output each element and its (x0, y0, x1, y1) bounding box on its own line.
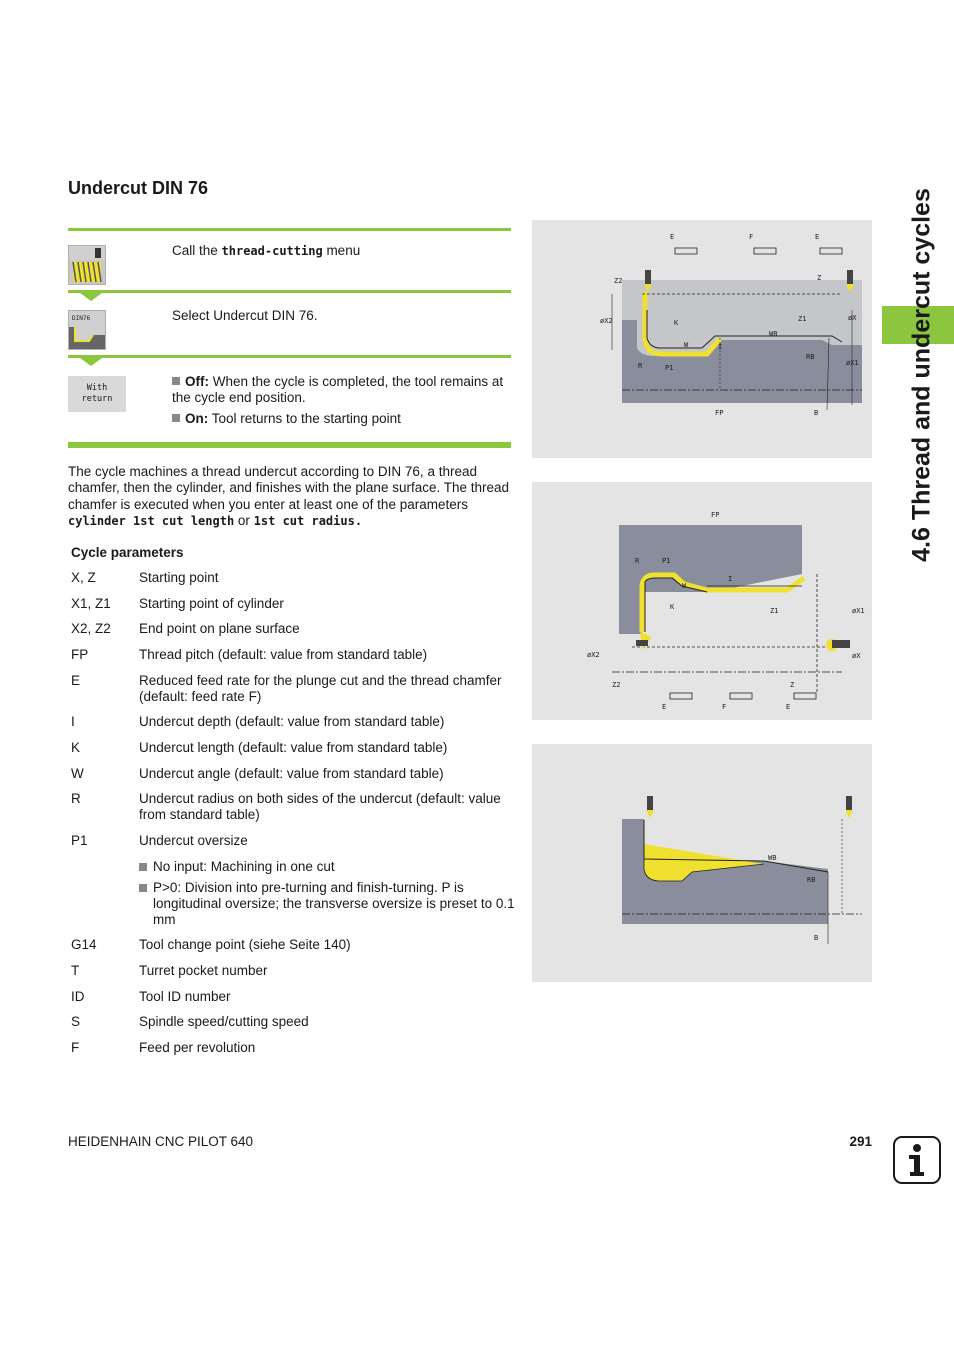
svg-text:WB: WB (768, 854, 777, 862)
softkey-label: DIN76 (72, 315, 91, 322)
svg-text:RB: RB (806, 353, 815, 361)
p1-bullet: P>0: Division into pre-turning and finish-turning. P is longitudinal oversize; the transverse oversize is preset to 0.1 mm (139, 880, 523, 928)
softkey-line-2: return (81, 394, 113, 404)
thread-cutting-menu-icon[interactable] (68, 245, 106, 285)
svg-text:Z: Z (790, 681, 795, 689)
svg-text:F: F (749, 233, 754, 241)
step-1-text: Call the thread-cutting menu (172, 243, 361, 258)
svg-text:W: W (682, 582, 687, 590)
bullet-icon (172, 414, 180, 422)
svg-text:E: E (786, 703, 791, 711)
svg-text:R: R (635, 557, 640, 565)
section-title: Undercut DIN 76 (68, 178, 209, 198)
with-return-softkey[interactable] (68, 376, 126, 412)
svg-text:WB: WB (769, 330, 778, 338)
svg-text:Z2: Z2 (614, 277, 623, 285)
step-arrow-icon (80, 293, 102, 301)
svg-text:B: B (814, 409, 819, 417)
svg-text:K: K (670, 603, 675, 611)
page-number: 291 (849, 1134, 872, 1149)
svg-text:RB: RB (807, 876, 816, 884)
svg-text:P1: P1 (665, 364, 674, 372)
softkey-line-1: With (86, 383, 108, 393)
p1-bullet: No input: Machining in one cut (139, 859, 523, 875)
svg-text:W: W (684, 341, 689, 349)
svg-text:øX2: øX2 (600, 317, 613, 325)
bullet-icon (172, 377, 180, 385)
step-2-text: Select Undercut DIN 76. (172, 308, 318, 323)
intro-paragraph: The cycle machines a thread undercut according to DIN 76, a thread chamfer, then the cylinder, and finishes with the plane surface. The thread chamfer is executed when you enter at least one of the parameters cylinder 1st cut length or 1st cut radius. (68, 464, 510, 528)
undercut-diagram-1 (532, 220, 872, 458)
undercut-din76-softkey[interactable] (68, 310, 106, 350)
svg-text:E: E (662, 703, 667, 711)
svg-text:øX1: øX1 (852, 607, 865, 615)
svg-text:P1: P1 (662, 557, 671, 565)
svg-text:øX1: øX1 (846, 359, 859, 367)
cycle-parameters-heading: Cycle parameters (71, 545, 184, 560)
steps-end-bar (68, 442, 511, 448)
bullet-icon (139, 884, 147, 892)
step-arrow-icon (80, 358, 102, 366)
svg-text:B: B (814, 934, 819, 942)
undercut-diagram-3 (532, 744, 872, 982)
svg-text:E: E (670, 233, 675, 241)
svg-text:I: I (718, 343, 723, 351)
svg-text:Z1: Z1 (770, 607, 779, 615)
step-divider (68, 228, 511, 231)
svg-text:Z: Z (817, 274, 822, 282)
svg-text:øX2: øX2 (587, 651, 600, 659)
svg-text:øX: øX (848, 314, 857, 322)
step-divider (68, 355, 511, 358)
svg-text:I: I (728, 575, 733, 583)
svg-text:FP: FP (715, 409, 724, 417)
step-3-on-text: On: Tool returns to the starting point (172, 411, 512, 427)
svg-text:F: F (722, 703, 727, 711)
svg-text:R: R (638, 362, 643, 370)
svg-text:Z1: Z1 (798, 315, 807, 323)
step-3-off-text: Off: When the cycle is completed, the tool remains at the cycle end position. (172, 374, 504, 405)
svg-text:K: K (674, 319, 679, 327)
undercut-diagram-2 (532, 482, 872, 720)
step-divider (68, 290, 511, 293)
svg-text:E: E (815, 233, 820, 241)
chapter-title: 4.6 Thread and undercut cycles (907, 188, 936, 562)
svg-text:Z2: Z2 (612, 681, 621, 689)
svg-text:FP: FP (711, 511, 720, 519)
bullet-icon (139, 863, 147, 871)
svg-text:øX: øX (852, 652, 861, 660)
footer-product: HEIDENHAIN CNC PILOT 640 (68, 1134, 254, 1149)
info-icon (893, 1136, 941, 1184)
